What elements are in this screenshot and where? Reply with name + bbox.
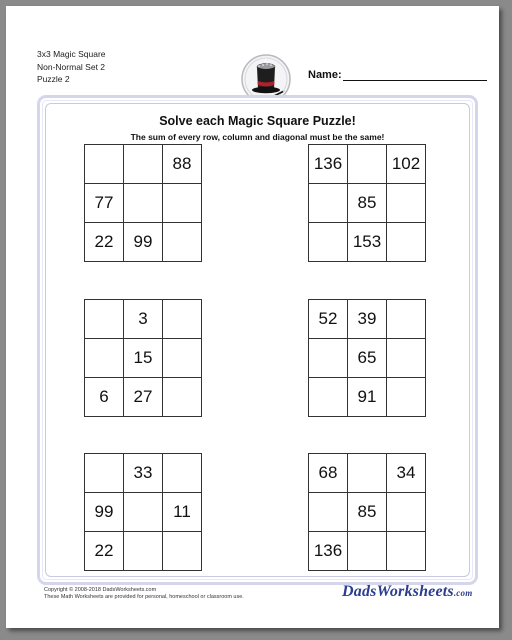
magic-square-cell[interactable]: [348, 532, 387, 571]
magic-square-cell[interactable]: [348, 145, 387, 184]
magic-square-cell: 99: [124, 223, 163, 262]
magic-square-cell[interactable]: [387, 339, 426, 378]
instructions-title: Solve each Magic Square Puzzle!: [159, 114, 356, 128]
magic-square-grid: [308, 299, 426, 417]
magic-square-grid: [84, 144, 202, 262]
magic-square-cell[interactable]: [163, 378, 202, 417]
magic-square-cell: 65: [348, 339, 387, 378]
usage-notice: These Math Worksheets are provided for personal, homeschool or classroom use.: [44, 594, 244, 600]
magic-square-cell[interactable]: [309, 184, 348, 223]
magic-square-cell[interactable]: [163, 184, 202, 223]
name-field[interactable]: [308, 69, 487, 81]
magic-square-cell[interactable]: [309, 378, 348, 417]
magic-square-cell: 11: [163, 493, 202, 532]
magic-square-cell: 68: [309, 454, 348, 493]
instructions-subtitle: The sum of every row, column and diagonal must be the same!: [130, 132, 385, 142]
magic-square-cell: 22: [85, 223, 124, 262]
worksheet-set: Non-Normal Set 2: [37, 61, 106, 72]
magic-square-cell: 27: [124, 378, 163, 417]
worksheet-page: [6, 6, 499, 628]
magic-square-cell[interactable]: [124, 532, 163, 571]
magic-square-cell: 77: [85, 184, 124, 223]
worksheet-type: 3x3 Magic Square: [37, 49, 106, 59]
dadsworksheets-logo[interactable]: [342, 583, 472, 601]
magic-square-cell[interactable]: [85, 145, 124, 184]
magic-square-cell[interactable]: [85, 300, 124, 339]
magic-square-cell[interactable]: [124, 145, 163, 184]
magic-square-cell: 6: [85, 378, 124, 417]
magic-square-cell[interactable]: [163, 223, 202, 262]
magic-square-cell[interactable]: [348, 454, 387, 493]
magic-square-cell: 22: [85, 532, 124, 571]
magic-square-cell[interactable]: [163, 454, 202, 493]
magic-square-grid: [308, 144, 426, 262]
magic-square-cell: 153: [348, 223, 387, 262]
magic-square-cell[interactable]: [309, 223, 348, 262]
magic-square-cell: 15: [124, 339, 163, 378]
magic-square-cell: 136: [309, 532, 348, 571]
magic-square-cell[interactable]: [163, 339, 202, 378]
logo-suffix: .com: [453, 588, 473, 598]
magic-square-cell: 3: [124, 300, 163, 339]
magic-square-cell: 136: [309, 145, 348, 184]
magic-square-cell: 99: [85, 493, 124, 532]
magic-square-cell: 85: [348, 493, 387, 532]
worksheet-puzzle-number: Puzzle 2: [37, 74, 70, 84]
magic-square-cell[interactable]: [85, 339, 124, 378]
magic-square-cell: 85: [348, 184, 387, 223]
magic-square-cell[interactable]: [309, 339, 348, 378]
magic-square-cell: 34: [387, 454, 426, 493]
magic-square-cell: 91: [348, 378, 387, 417]
magic-square-grid: [84, 299, 202, 417]
magic-square-cell[interactable]: [387, 300, 426, 339]
worksheet-meta: [37, 48, 106, 86]
magic-square-cell[interactable]: [387, 184, 426, 223]
magic-square-cell[interactable]: [85, 454, 124, 493]
magic-square-cell[interactable]: [163, 300, 202, 339]
magic-square-cell[interactable]: [387, 532, 426, 571]
magic-square-cell[interactable]: [309, 493, 348, 532]
magic-square-cell: 102: [387, 145, 426, 184]
magic-square-cell: 88: [163, 145, 202, 184]
magic-square-cell: 52: [309, 300, 348, 339]
magic-square-cell[interactable]: [387, 223, 426, 262]
name-label: Name:: [308, 69, 342, 81]
magic-square-grid: [84, 453, 202, 571]
footer-copyright: [44, 587, 244, 601]
magic-square-cell: 33: [124, 454, 163, 493]
magic-square-grid: [308, 453, 426, 571]
magic-square-cell[interactable]: [387, 493, 426, 532]
magic-square-cell[interactable]: [124, 184, 163, 223]
magic-square-cell[interactable]: [163, 532, 202, 571]
logo-text: DadsWorksheets: [342, 583, 454, 600]
magic-square-cell: 39: [348, 300, 387, 339]
copyright-text: Copyright © 2008-2018 DadsWorksheets.com: [44, 587, 157, 593]
magic-square-cell[interactable]: [387, 378, 426, 417]
magic-square-cell[interactable]: [124, 493, 163, 532]
name-underline[interactable]: [343, 69, 487, 81]
